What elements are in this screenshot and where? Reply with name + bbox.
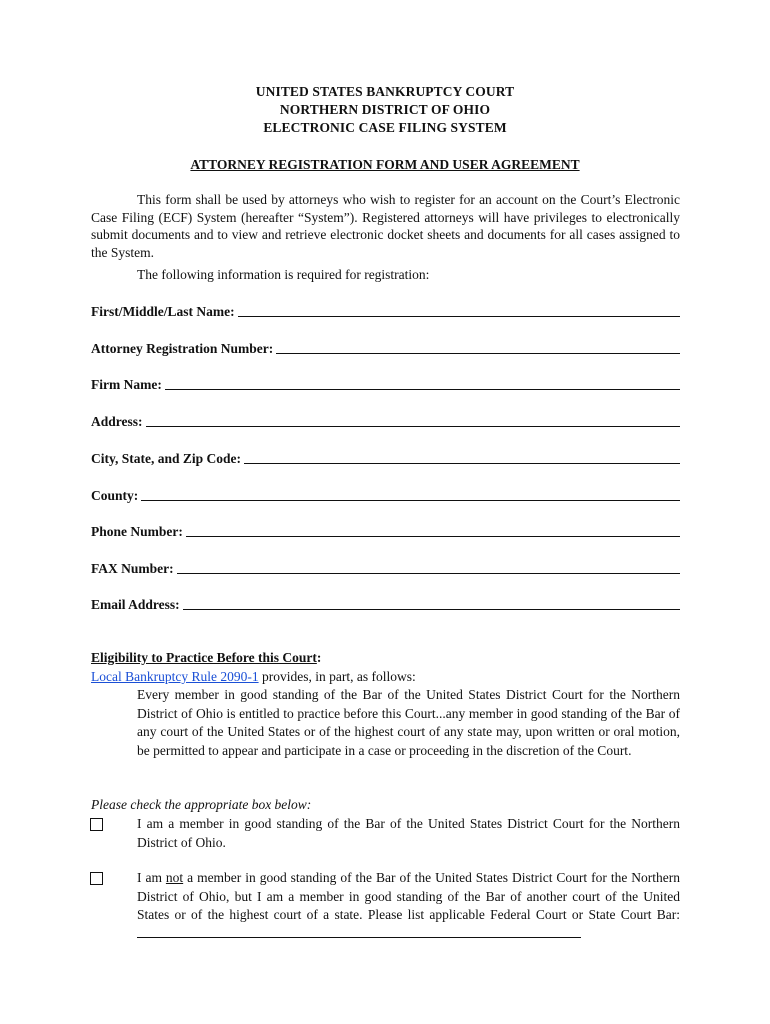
fax-line[interactable]	[177, 572, 680, 574]
city-state-zip-line[interactable]	[244, 462, 680, 464]
required-info-text: The following information is required for registration:	[137, 267, 430, 282]
eligibility-heading-colon: :	[316, 650, 322, 665]
phone-line[interactable]	[186, 535, 680, 537]
option-other-bar-member	[137, 869, 680, 943]
county-label: County:	[91, 488, 139, 503]
rule-reference-suffix: provides, in part, as follows:	[258, 669, 416, 684]
name-field-label: First/Middle/Last Name:	[91, 304, 235, 319]
county-field[interactable]	[91, 486, 680, 504]
district-bar-member-checkbox[interactable]	[90, 818, 103, 831]
rule-quote: Every member in good standing of the Bar of the United States District Court for the Northern District of Ohio is entitled to practice before this Court...any member in good standing of the Bar of any court of the United States or of the highest court of any state may, upon written or oral motion, be permitted to appear and participate in a case or proceeding in the discretion of the Court.	[137, 687, 680, 758]
county-line[interactable]	[141, 499, 680, 501]
attorney-registration-field[interactable]	[91, 339, 680, 357]
option-other-post: a member in good standing of the Bar of the United States District Court for the Northern District of Ohio, but I am a member in good standing of the Bar of another court of the United States or of the highest court of a state. Please list applicable Federal Court or State Court Bar:	[137, 870, 681, 922]
fax-label: FAX Number:	[91, 561, 174, 576]
phone-label: Phone Number:	[91, 524, 183, 539]
city-state-zip-label: City, State, and Zip Code:	[91, 451, 242, 466]
email-field[interactable]	[91, 595, 680, 613]
form-title: ATTORNEY REGISTRATION FORM AND USER AGREEMENT	[190, 157, 580, 172]
name-field[interactable]	[91, 302, 680, 320]
phone-field[interactable]	[91, 522, 680, 540]
attorney-registration-line[interactable]	[276, 352, 680, 354]
firm-name-label: Firm Name:	[91, 377, 162, 392]
rule-reference	[91, 668, 680, 686]
eligibility-heading-text: Eligibility to Practice Before this Court	[91, 650, 317, 665]
district-name: NORTHERN DISTRICT OF OHIO	[279, 102, 491, 117]
address-label: Address:	[91, 414, 143, 429]
check-instruction: Please check the appropriate box below:	[91, 797, 312, 812]
system-name: ELECTRONIC CASE FILING SYSTEM	[263, 120, 507, 135]
intro-paragraph: This form shall be used by attorneys who wish to register for an account on the Court’s Electronic Case Filing (ECF) System (hereafter “System”). Registered attorneys will have privileges to electronically submit documents and to view and retrieve electronic docket sheets and documents for all cases assigned to the System.	[91, 192, 680, 260]
attorney-registration-label: Attorney Registration Number:	[91, 341, 274, 356]
address-line[interactable]	[146, 425, 680, 427]
firm-name-field[interactable]	[91, 375, 680, 393]
local-rule-link[interactable]: Local Bankruptcy Rule 2090-1	[91, 669, 259, 684]
email-line[interactable]	[183, 608, 680, 610]
email-label: Email Address:	[91, 597, 180, 612]
option-district-bar-member: I am a member in good standing of the Bar of the United States District Court for the Northern District of Ohio.	[137, 816, 680, 850]
address-field[interactable]	[91, 412, 680, 430]
other-bar-member-checkbox[interactable]	[90, 872, 103, 885]
eligibility-heading	[91, 650, 321, 666]
name-field-line[interactable]	[238, 315, 680, 317]
court-name: UNITED STATES BANKRUPTCY COURT	[255, 84, 515, 99]
option-other-pre: I am	[137, 870, 166, 885]
firm-name-line[interactable]	[165, 388, 680, 390]
fax-field[interactable]	[91, 559, 680, 577]
other-bar-line[interactable]	[137, 925, 581, 938]
option-other-not: not	[165, 870, 184, 885]
city-state-zip-field[interactable]	[91, 449, 680, 467]
